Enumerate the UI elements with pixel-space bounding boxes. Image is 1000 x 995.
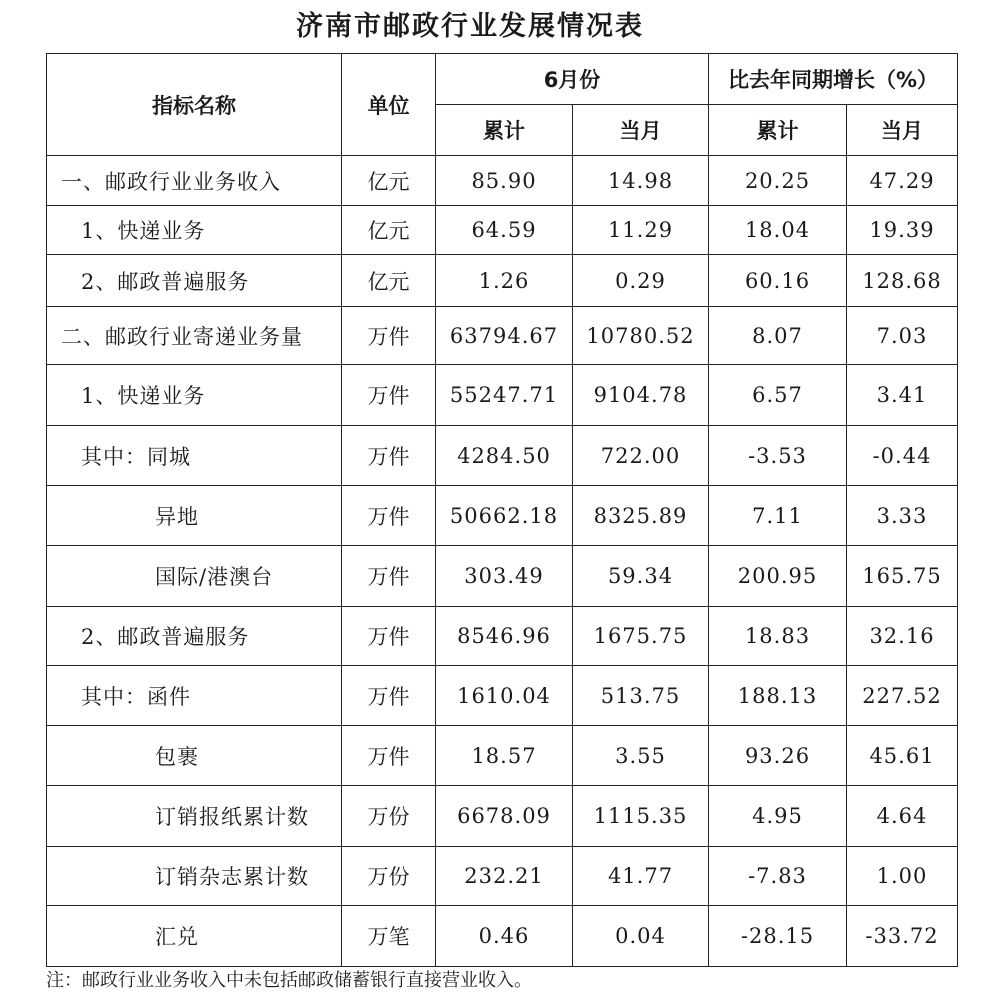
- growth-cumulative-cell: 188.13: [709, 666, 847, 726]
- current-month-cell: 9104.78: [573, 365, 709, 426]
- cumulative-cell: 85.90: [436, 156, 573, 206]
- unit-cell: 万件: [342, 726, 436, 786]
- cumulative-cell: 50662.18: [436, 486, 573, 546]
- growth-current-month-cell: 128.68: [847, 255, 958, 307]
- current-month-cell: 8325.89: [573, 486, 709, 546]
- indicator-cell: 包裹: [47, 726, 342, 786]
- footnote: 注：邮政行业业务收入中未包括邮政储蓄银行直接营业收入。: [46, 970, 532, 991]
- cumulative-cell: 4284.50: [436, 426, 573, 486]
- cumulative-cell: 1610.04: [436, 666, 573, 726]
- current-month-cell: 3.55: [573, 726, 709, 786]
- page-title: 济南市邮政行业发展情况表: [296, 11, 644, 42]
- header-growth-cumulative: 累计: [709, 105, 847, 156]
- header-unit: 单位: [342, 54, 436, 156]
- growth-cumulative-cell: 20.25: [709, 156, 847, 206]
- header-month-group: 6月份: [436, 54, 709, 105]
- table-row: [47, 786, 958, 847]
- indicator-cell: 订销杂志累计数: [47, 847, 342, 906]
- growth-current-month-cell: -0.44: [847, 426, 958, 486]
- unit-cell: 亿元: [342, 206, 436, 255]
- indicator-cell: 其中：同城: [47, 426, 342, 486]
- cumulative-cell: 303.49: [436, 546, 573, 607]
- growth-current-month-cell: 3.33: [847, 486, 958, 546]
- unit-cell: 万笔: [342, 906, 436, 967]
- unit-cell: 亿元: [342, 255, 436, 307]
- growth-current-month-cell: 45.61: [847, 726, 958, 786]
- current-month-cell: 59.34: [573, 546, 709, 607]
- indicator-cell: 其中：函件: [47, 666, 342, 726]
- unit-cell: 万份: [342, 847, 436, 906]
- current-month-cell: 513.75: [573, 666, 709, 726]
- growth-current-month-cell: 1.00: [847, 847, 958, 906]
- cumulative-cell: 6678.09: [436, 786, 573, 847]
- growth-current-month-cell: 7.03: [847, 307, 958, 365]
- growth-cumulative-cell: -3.53: [709, 426, 847, 486]
- cumulative-cell: 8546.96: [436, 607, 573, 666]
- table-row: [47, 426, 958, 486]
- cumulative-cell: 18.57: [436, 726, 573, 786]
- current-month-cell: 41.77: [573, 847, 709, 906]
- unit-cell: 万件: [342, 426, 436, 486]
- cumulative-cell: 1.26: [436, 255, 573, 307]
- growth-cumulative-cell: -7.83: [709, 847, 847, 906]
- growth-current-month-cell: 47.29: [847, 156, 958, 206]
- growth-cumulative-cell: 6.57: [709, 365, 847, 426]
- unit-cell: 万件: [342, 365, 436, 426]
- current-month-cell: 10780.52: [573, 307, 709, 365]
- unit-cell: 万件: [342, 546, 436, 607]
- growth-cumulative-cell: 200.95: [709, 546, 847, 607]
- indicator-cell: 国际/港澳台: [47, 546, 342, 607]
- header-current-month: 当月: [573, 105, 709, 156]
- unit-cell: 万份: [342, 786, 436, 847]
- growth-current-month-cell: 227.52: [847, 666, 958, 726]
- table-body: [47, 156, 958, 967]
- growth-current-month-cell: 165.75: [847, 546, 958, 607]
- header-cumulative: 累计: [436, 105, 573, 156]
- cumulative-cell: 55247.71: [436, 365, 573, 426]
- indicator-cell: 异地: [47, 486, 342, 546]
- growth-cumulative-cell: 18.83: [709, 607, 847, 666]
- table-row: [47, 365, 958, 426]
- unit-cell: 亿元: [342, 156, 436, 206]
- indicator-cell: 1、快递业务: [47, 365, 342, 426]
- current-month-cell: 0.04: [573, 906, 709, 967]
- indicator-cell: 二、邮政行业寄递业务量: [47, 307, 342, 365]
- unit-cell: 万件: [342, 607, 436, 666]
- table-row: [47, 906, 958, 967]
- growth-cumulative-cell: 93.26: [709, 726, 847, 786]
- growth-cumulative-cell: 18.04: [709, 206, 847, 255]
- table-row: [47, 847, 958, 906]
- current-month-cell: 722.00: [573, 426, 709, 486]
- growth-cumulative-cell: 60.16: [709, 255, 847, 307]
- current-month-cell: 14.98: [573, 156, 709, 206]
- cumulative-cell: 64.59: [436, 206, 573, 255]
- unit-cell: 万件: [342, 307, 436, 365]
- table-row: [47, 307, 958, 365]
- table-row: [47, 546, 958, 607]
- growth-current-month-cell: 3.41: [847, 365, 958, 426]
- table-row: [47, 726, 958, 786]
- postal-statistics-table: [46, 53, 958, 967]
- table-row: [47, 156, 958, 206]
- growth-cumulative-cell: -28.15: [709, 906, 847, 967]
- growth-current-month-cell: 19.39: [847, 206, 958, 255]
- growth-cumulative-cell: 7.11: [709, 486, 847, 546]
- growth-cumulative-cell: 4.95: [709, 786, 847, 847]
- table-row: [47, 206, 958, 255]
- header-growth-group: 比去年同期增长（%）: [709, 54, 958, 105]
- unit-cell: 万件: [342, 486, 436, 546]
- indicator-cell: 订销报纸累计数: [47, 786, 342, 847]
- unit-cell: 万件: [342, 666, 436, 726]
- table-row: [47, 255, 958, 307]
- table-row: [47, 666, 958, 726]
- growth-cumulative-cell: 8.07: [709, 307, 847, 365]
- header-indicator: 指标名称: [47, 54, 342, 156]
- current-month-cell: 1115.35: [573, 786, 709, 847]
- table-row: [47, 486, 958, 546]
- cumulative-cell: 0.46: [436, 906, 573, 967]
- growth-current-month-cell: 32.16: [847, 607, 958, 666]
- table-header: [47, 54, 958, 156]
- table-row: [47, 607, 958, 666]
- current-month-cell: 0.29: [573, 255, 709, 307]
- cumulative-cell: 63794.67: [436, 307, 573, 365]
- indicator-cell: 2、邮政普遍服务: [47, 255, 342, 307]
- current-month-cell: 1675.75: [573, 607, 709, 666]
- indicator-cell: 1、快递业务: [47, 206, 342, 255]
- growth-current-month-cell: -33.72: [847, 906, 958, 967]
- header-growth-current-month: 当月: [847, 105, 958, 156]
- current-month-cell: 11.29: [573, 206, 709, 255]
- cumulative-cell: 232.21: [436, 847, 573, 906]
- indicator-cell: 2、邮政普遍服务: [47, 607, 342, 666]
- growth-current-month-cell: 4.64: [847, 786, 958, 847]
- indicator-cell: 汇兑: [47, 906, 342, 967]
- indicator-cell: 一、邮政行业业务收入: [47, 156, 342, 206]
